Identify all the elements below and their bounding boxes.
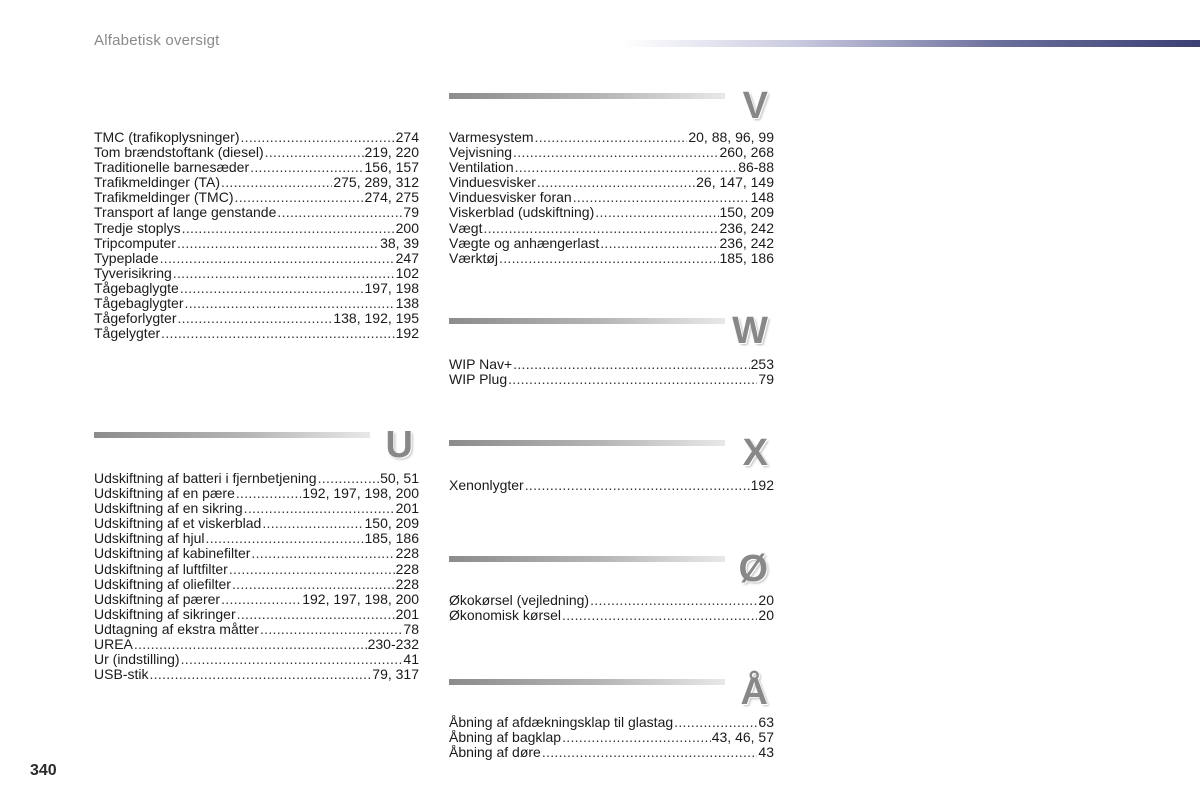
index-entry-pages: 185, 186 — [364, 531, 419, 547]
index-entry — [94, 326, 419, 341]
index-section-w — [449, 357, 774, 387]
index-entry-term: Tågelygter — [94, 326, 161, 342]
index-entry-term: Tripcomputer — [94, 235, 176, 251]
index-entry-pages: 79 — [403, 205, 419, 221]
index-entry — [94, 221, 419, 236]
index-entry — [94, 562, 419, 577]
index-entry-pages: 185, 186 — [719, 250, 774, 266]
index-section-u — [94, 471, 419, 682]
index-entry-pages: 192 — [395, 326, 419, 342]
section-letter: V — [742, 85, 768, 127]
index-entry-pages: 20, 88, 96, 99 — [688, 130, 774, 145]
index-entry-term: Udskiftning af oliefilter — [94, 576, 231, 592]
index-entry-pages: 192, 197, 198, 200 — [302, 591, 419, 607]
index-entry-term: Udskiftning af et viskerblad — [94, 516, 262, 532]
index-section-x — [449, 478, 774, 493]
dot-leader — [244, 501, 395, 516]
index-entry-term: Udskiftning af en pære — [94, 486, 235, 502]
index-entry — [94, 311, 419, 326]
index-entry — [94, 296, 419, 311]
index-entry-term: Udskiftning af luftfilter — [94, 561, 228, 577]
index-entry — [94, 281, 419, 296]
index-entry-pages: 247 — [395, 250, 419, 266]
index-entry-pages: 275, 289, 312 — [333, 175, 419, 191]
dot-leader — [537, 175, 695, 190]
index-entry — [449, 730, 774, 745]
index-entry-term: Vinduesvisker foran — [449, 190, 572, 206]
index-entry — [449, 745, 774, 760]
index-entry-term: Typeplade — [94, 250, 159, 266]
index-entry — [449, 478, 774, 493]
index-entry-pages: 43, 46, 57 — [711, 730, 774, 746]
index-entry-pages: 86-88 — [738, 160, 774, 176]
index-entry-pages: 78 — [403, 621, 419, 637]
index-entry — [449, 221, 774, 236]
index-entry — [449, 236, 774, 251]
index-entry-term: Værktøj — [449, 250, 498, 266]
index-entry-term: Økokørsel (vejledning) — [449, 593, 590, 608]
index-entry-term: Vægte og anhængerlast — [449, 235, 600, 251]
dot-leader — [573, 190, 750, 205]
index-entry — [94, 546, 419, 561]
index-entry-pages: 26, 147, 149 — [696, 175, 774, 191]
index-entry — [94, 652, 419, 667]
index-entry-pages: 219, 220 — [364, 145, 419, 161]
dot-leader — [251, 546, 394, 561]
section-divider-bar — [449, 556, 725, 562]
section-divider-bar — [449, 679, 725, 685]
index-entry-term: Tom brændstoftank (diesel) — [94, 145, 264, 161]
index-entry-term: Ventilation — [449, 160, 514, 176]
dot-leader — [160, 251, 395, 266]
index-entry-pages: 20 — [758, 608, 774, 624]
section-letter: Å — [740, 671, 768, 713]
index-entry-pages: 192 — [750, 478, 774, 493]
dot-leader — [562, 608, 757, 623]
index-entry — [94, 516, 419, 531]
dot-leader — [240, 130, 394, 145]
index-entry-pages: 156, 157 — [364, 160, 419, 176]
index-entry-pages: 150, 209 — [364, 516, 419, 532]
dot-leader — [149, 667, 371, 682]
dot-leader — [595, 205, 718, 220]
index-entry-term: Tyverisikring — [94, 265, 172, 281]
index-entry — [94, 236, 419, 251]
dot-leader — [499, 251, 719, 266]
index-entry — [94, 592, 419, 607]
index-entry-term: Trafikmeldinger (TA) — [94, 175, 221, 191]
dot-leader — [508, 372, 757, 387]
section-letter: X — [742, 432, 768, 474]
dot-leader — [232, 577, 395, 592]
dot-leader — [600, 236, 718, 251]
index-entry — [94, 145, 419, 160]
index-entry-pages: 228 — [395, 546, 419, 562]
dot-leader — [674, 715, 757, 730]
index-entry — [449, 357, 774, 372]
index-entry-term: UREA — [94, 637, 133, 653]
index-entry-pages: 63 — [758, 715, 774, 730]
index-entry-pages: 38, 39 — [380, 235, 419, 251]
index-entry-term: Viskerblad (udskiftning) — [449, 205, 595, 221]
dot-leader — [161, 326, 394, 341]
index-entry-term: WIP Plug — [449, 372, 508, 388]
index-entry-pages: 236, 242 — [719, 220, 774, 236]
index-entry-term: Udskiftning af pærer — [94, 591, 221, 607]
index-entry-pages: 197, 198 — [364, 280, 419, 296]
index-entry-pages: 253 — [750, 357, 774, 372]
index-entry — [449, 372, 774, 387]
index-section-oe — [449, 593, 774, 623]
index-entry-pages: 236, 242 — [719, 235, 774, 251]
index-entry-term: TMC (trafikoplysninger) — [94, 130, 240, 145]
section-divider-bar — [449, 318, 725, 324]
index-entry-term: Åbning af afdækningsklap til glastag — [449, 715, 674, 730]
index-entry-pages: 50, 51 — [380, 471, 419, 486]
index-entry — [449, 175, 774, 190]
dot-leader — [177, 236, 379, 251]
index-section-aa — [449, 715, 774, 760]
index-entry — [94, 130, 419, 145]
index-entry-term: Ur (indstilling) — [94, 652, 180, 668]
index-entry — [94, 607, 419, 622]
index-entry-term: Traditionelle barnesæder — [94, 160, 250, 176]
index-entry-pages: 230-232 — [367, 637, 419, 653]
section-divider-bar — [94, 432, 370, 438]
dot-leader — [229, 562, 395, 577]
page-number: 340 — [30, 762, 57, 779]
dot-leader — [237, 607, 395, 622]
index-entry-term: Udtagning af ekstra måtter — [94, 621, 259, 637]
index-entry — [449, 190, 774, 205]
dot-leader — [262, 516, 363, 531]
section-letter: Ø — [738, 548, 768, 590]
index-entry-pages: 274, 275 — [364, 190, 419, 206]
index-entry — [449, 160, 774, 175]
index-entry — [449, 593, 774, 608]
index-entry-pages: 41 — [403, 652, 419, 668]
dot-leader — [173, 266, 395, 281]
dot-leader — [535, 130, 688, 145]
index-entry-term: Tågeforlygter — [94, 311, 177, 327]
index-entry — [94, 190, 419, 205]
index-entry-term: Trafikmeldinger (TMC) — [94, 190, 234, 206]
index-entry-term: Xenonlygter — [449, 478, 524, 493]
index-entry-term: Udskiftning af hjul — [94, 531, 205, 547]
index-entry — [94, 622, 419, 637]
dot-leader — [277, 205, 402, 220]
dot-leader — [177, 311, 332, 326]
index-entry-pages: 102 — [395, 265, 419, 281]
index-entry — [94, 531, 419, 546]
dot-leader — [318, 471, 379, 486]
index-entry — [94, 637, 419, 652]
index-entry-term: Tredje stoplys — [94, 220, 181, 236]
page-header-title: Alfabetisk oversigt — [94, 32, 220, 49]
index-entry-term: Tågebaglygter — [94, 296, 184, 312]
index-entry-pages: 201 — [395, 501, 419, 517]
index-entry-term: Udskiftning af kabinefilter — [94, 546, 251, 562]
section-divider-bar — [449, 93, 725, 99]
dot-leader — [221, 592, 301, 607]
dot-leader — [260, 622, 402, 637]
index-entry — [449, 715, 774, 730]
index-entry-pages: 192, 197, 198, 200 — [302, 486, 419, 502]
index-entry — [449, 145, 774, 160]
index-entry-pages: 138, 192, 195 — [333, 311, 419, 327]
dot-leader — [180, 281, 364, 296]
section-divider-bar — [449, 440, 725, 446]
index-entry — [449, 130, 774, 145]
index-entry-term: Åbning af bagklap — [449, 730, 562, 746]
dot-leader — [182, 221, 395, 236]
dot-leader — [134, 637, 367, 652]
index-entry — [449, 251, 774, 266]
index-entry-pages: 20 — [758, 593, 774, 608]
dot-leader — [250, 160, 363, 175]
index-entry — [94, 175, 419, 190]
dot-leader — [590, 593, 757, 608]
index-section-t — [94, 130, 419, 341]
index-entry-term: Varmesystem — [449, 130, 534, 145]
dot-leader — [483, 221, 718, 236]
index-entry-term: Åbning af døre — [449, 745, 541, 761]
index-entry-pages: 201 — [395, 606, 419, 622]
dot-leader — [265, 145, 364, 160]
dot-leader — [185, 296, 395, 311]
index-entry-term: Udskiftning af sikringer — [94, 606, 236, 622]
index-entry — [94, 266, 419, 281]
index-entry — [449, 608, 774, 623]
index-entry-term: USB-stik — [94, 667, 149, 683]
header-decorative-bar — [622, 40, 1200, 47]
index-section-v — [449, 130, 774, 266]
dot-leader — [542, 745, 758, 760]
index-entry-term: Vejvisning — [449, 145, 513, 161]
section-letter: U — [385, 424, 413, 466]
index-entry-term: Tågebaglygte — [94, 280, 179, 296]
index-entry-pages: 43 — [758, 745, 774, 761]
index-entry — [94, 160, 419, 175]
index-entry — [94, 577, 419, 592]
index-entry-term: Vinduesvisker — [449, 175, 536, 191]
index-entry-term: WIP Nav+ — [449, 357, 513, 372]
dot-leader — [221, 175, 332, 190]
index-entry-pages: 274 — [395, 130, 419, 145]
index-entry — [94, 667, 419, 682]
index-entry — [94, 501, 419, 516]
index-entry-pages: 138 — [395, 296, 419, 312]
dot-leader — [562, 730, 711, 745]
index-entry-pages: 79 — [758, 372, 774, 388]
index-entry-term: Økonomisk kørsel — [449, 608, 562, 624]
section-letter: W — [732, 310, 768, 352]
index-entry — [94, 471, 419, 486]
index-entry — [94, 486, 419, 501]
index-entry-pages: 228 — [395, 561, 419, 577]
index-entry-term: Udskiftning af en sikring — [94, 501, 243, 517]
dot-leader — [525, 478, 750, 493]
index-entry-pages: 200 — [395, 220, 419, 236]
dot-leader — [236, 486, 301, 501]
index-entry-pages: 148 — [750, 190, 774, 206]
index-entry-pages: 260, 268 — [719, 145, 774, 161]
index-entry-term: Transport af lange genstande — [94, 205, 277, 221]
index-entry — [94, 251, 419, 266]
index-entry-term: Udskiftning af batteri i fjernbetjening — [94, 471, 317, 486]
dot-leader — [181, 652, 403, 667]
index-entry — [449, 205, 774, 220]
dot-leader — [515, 160, 738, 175]
index-entry-pages: 228 — [395, 576, 419, 592]
dot-leader — [235, 190, 364, 205]
index-entry-pages: 150, 209 — [719, 205, 774, 221]
dot-leader — [513, 357, 749, 372]
index-entry-term: Vægt — [449, 220, 483, 236]
dot-leader — [513, 145, 718, 160]
index-entry — [94, 205, 419, 220]
dot-leader — [206, 531, 364, 546]
index-entry-pages: 79, 317 — [372, 667, 419, 683]
